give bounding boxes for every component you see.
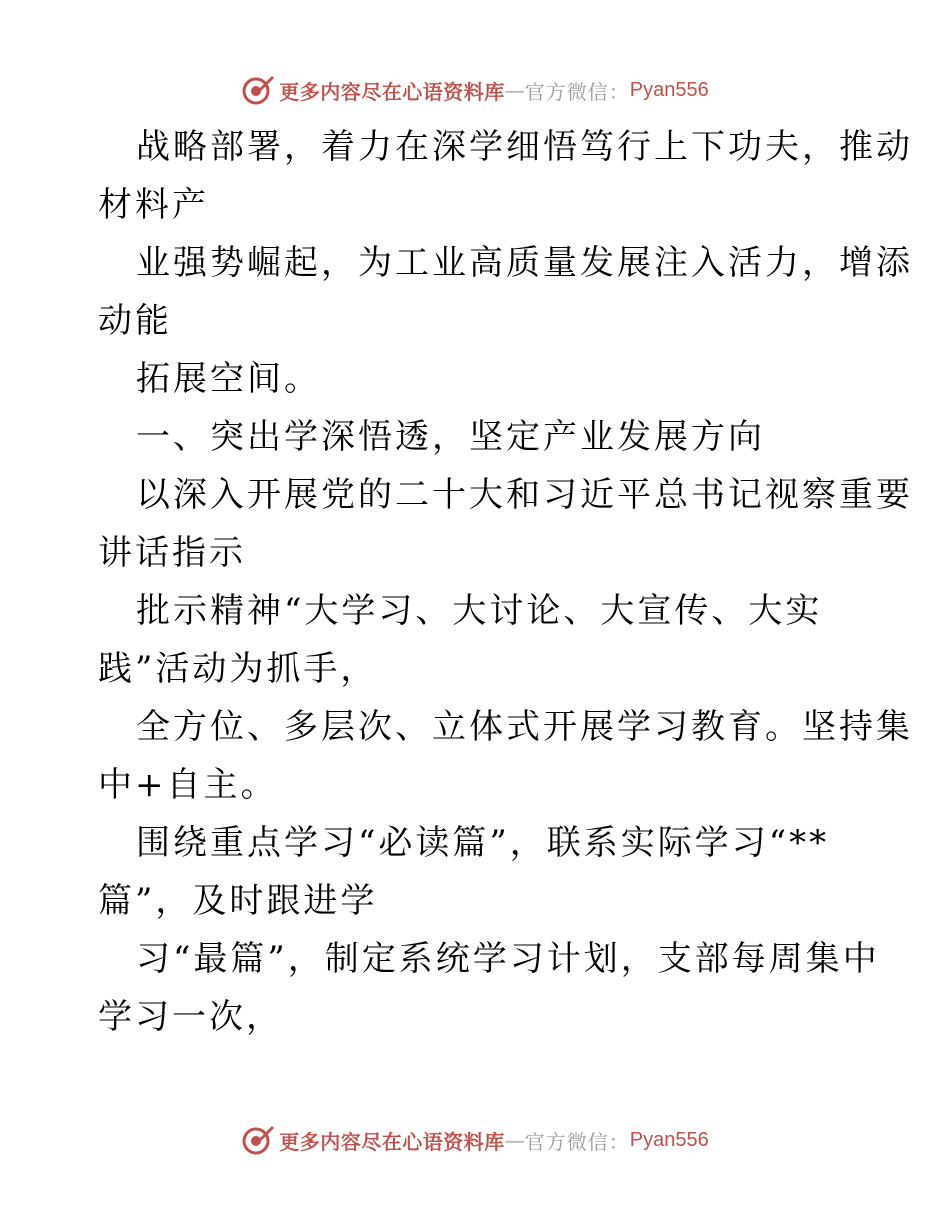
text-line: 学习一次，	[98, 997, 283, 1037]
text-line: 以深入开展党的二十大和习近平总书记视察重要	[136, 475, 913, 515]
pen-logo-icon	[241, 73, 275, 107]
banner-dash: —	[504, 1128, 525, 1152]
text-line: 围绕重点学习“必读篇”，联系实际学习“**	[136, 823, 830, 863]
text-line: 拓展空间。	[136, 359, 321, 399]
banner-wechat-label: 官方微信：	[524, 79, 630, 104]
text-line: 批示精神“大学习、大讨论、大宣传、大实	[136, 591, 823, 631]
text-line: 材料产	[98, 185, 209, 225]
banner-title: 更多内容尽在心语资料库	[279, 79, 505, 104]
text-line: 中+自主。	[98, 765, 278, 805]
header-banner	[0, 68, 950, 112]
banner-dash: —	[504, 78, 525, 102]
text-line: 全方位、多层次、立体式开展学习教育。坚持集	[136, 707, 913, 747]
text-line: 讲话指示	[98, 533, 246, 573]
text-line: 动能	[98, 301, 172, 341]
banner-wechat-id: Pyan556	[629, 1128, 709, 1151]
text-line: 战略部署，着力在深学细悟笃行上下功夫，推动	[136, 127, 913, 167]
footer-banner	[0, 1118, 950, 1162]
body-text	[98, 118, 913, 1046]
banner-wechat-label: 官方微信：	[524, 1129, 630, 1154]
banner-wechat-id: Pyan556	[629, 78, 709, 101]
banner-title: 更多内容尽在心语资料库	[279, 1129, 505, 1154]
text-line: 践”活动为抓手，	[98, 649, 378, 689]
section-heading: 一、突出学深悟透，坚定产业发展方向	[136, 417, 765, 457]
pen-logo-icon	[241, 1123, 275, 1157]
text-line: 篇”，及时跟进学	[98, 881, 378, 921]
text-line: 习“最篇”，制定系统学习计划，支部每周集中	[136, 939, 880, 979]
text-line: 业强势崛起，为工业高质量发展注入活力，增添	[136, 243, 913, 283]
